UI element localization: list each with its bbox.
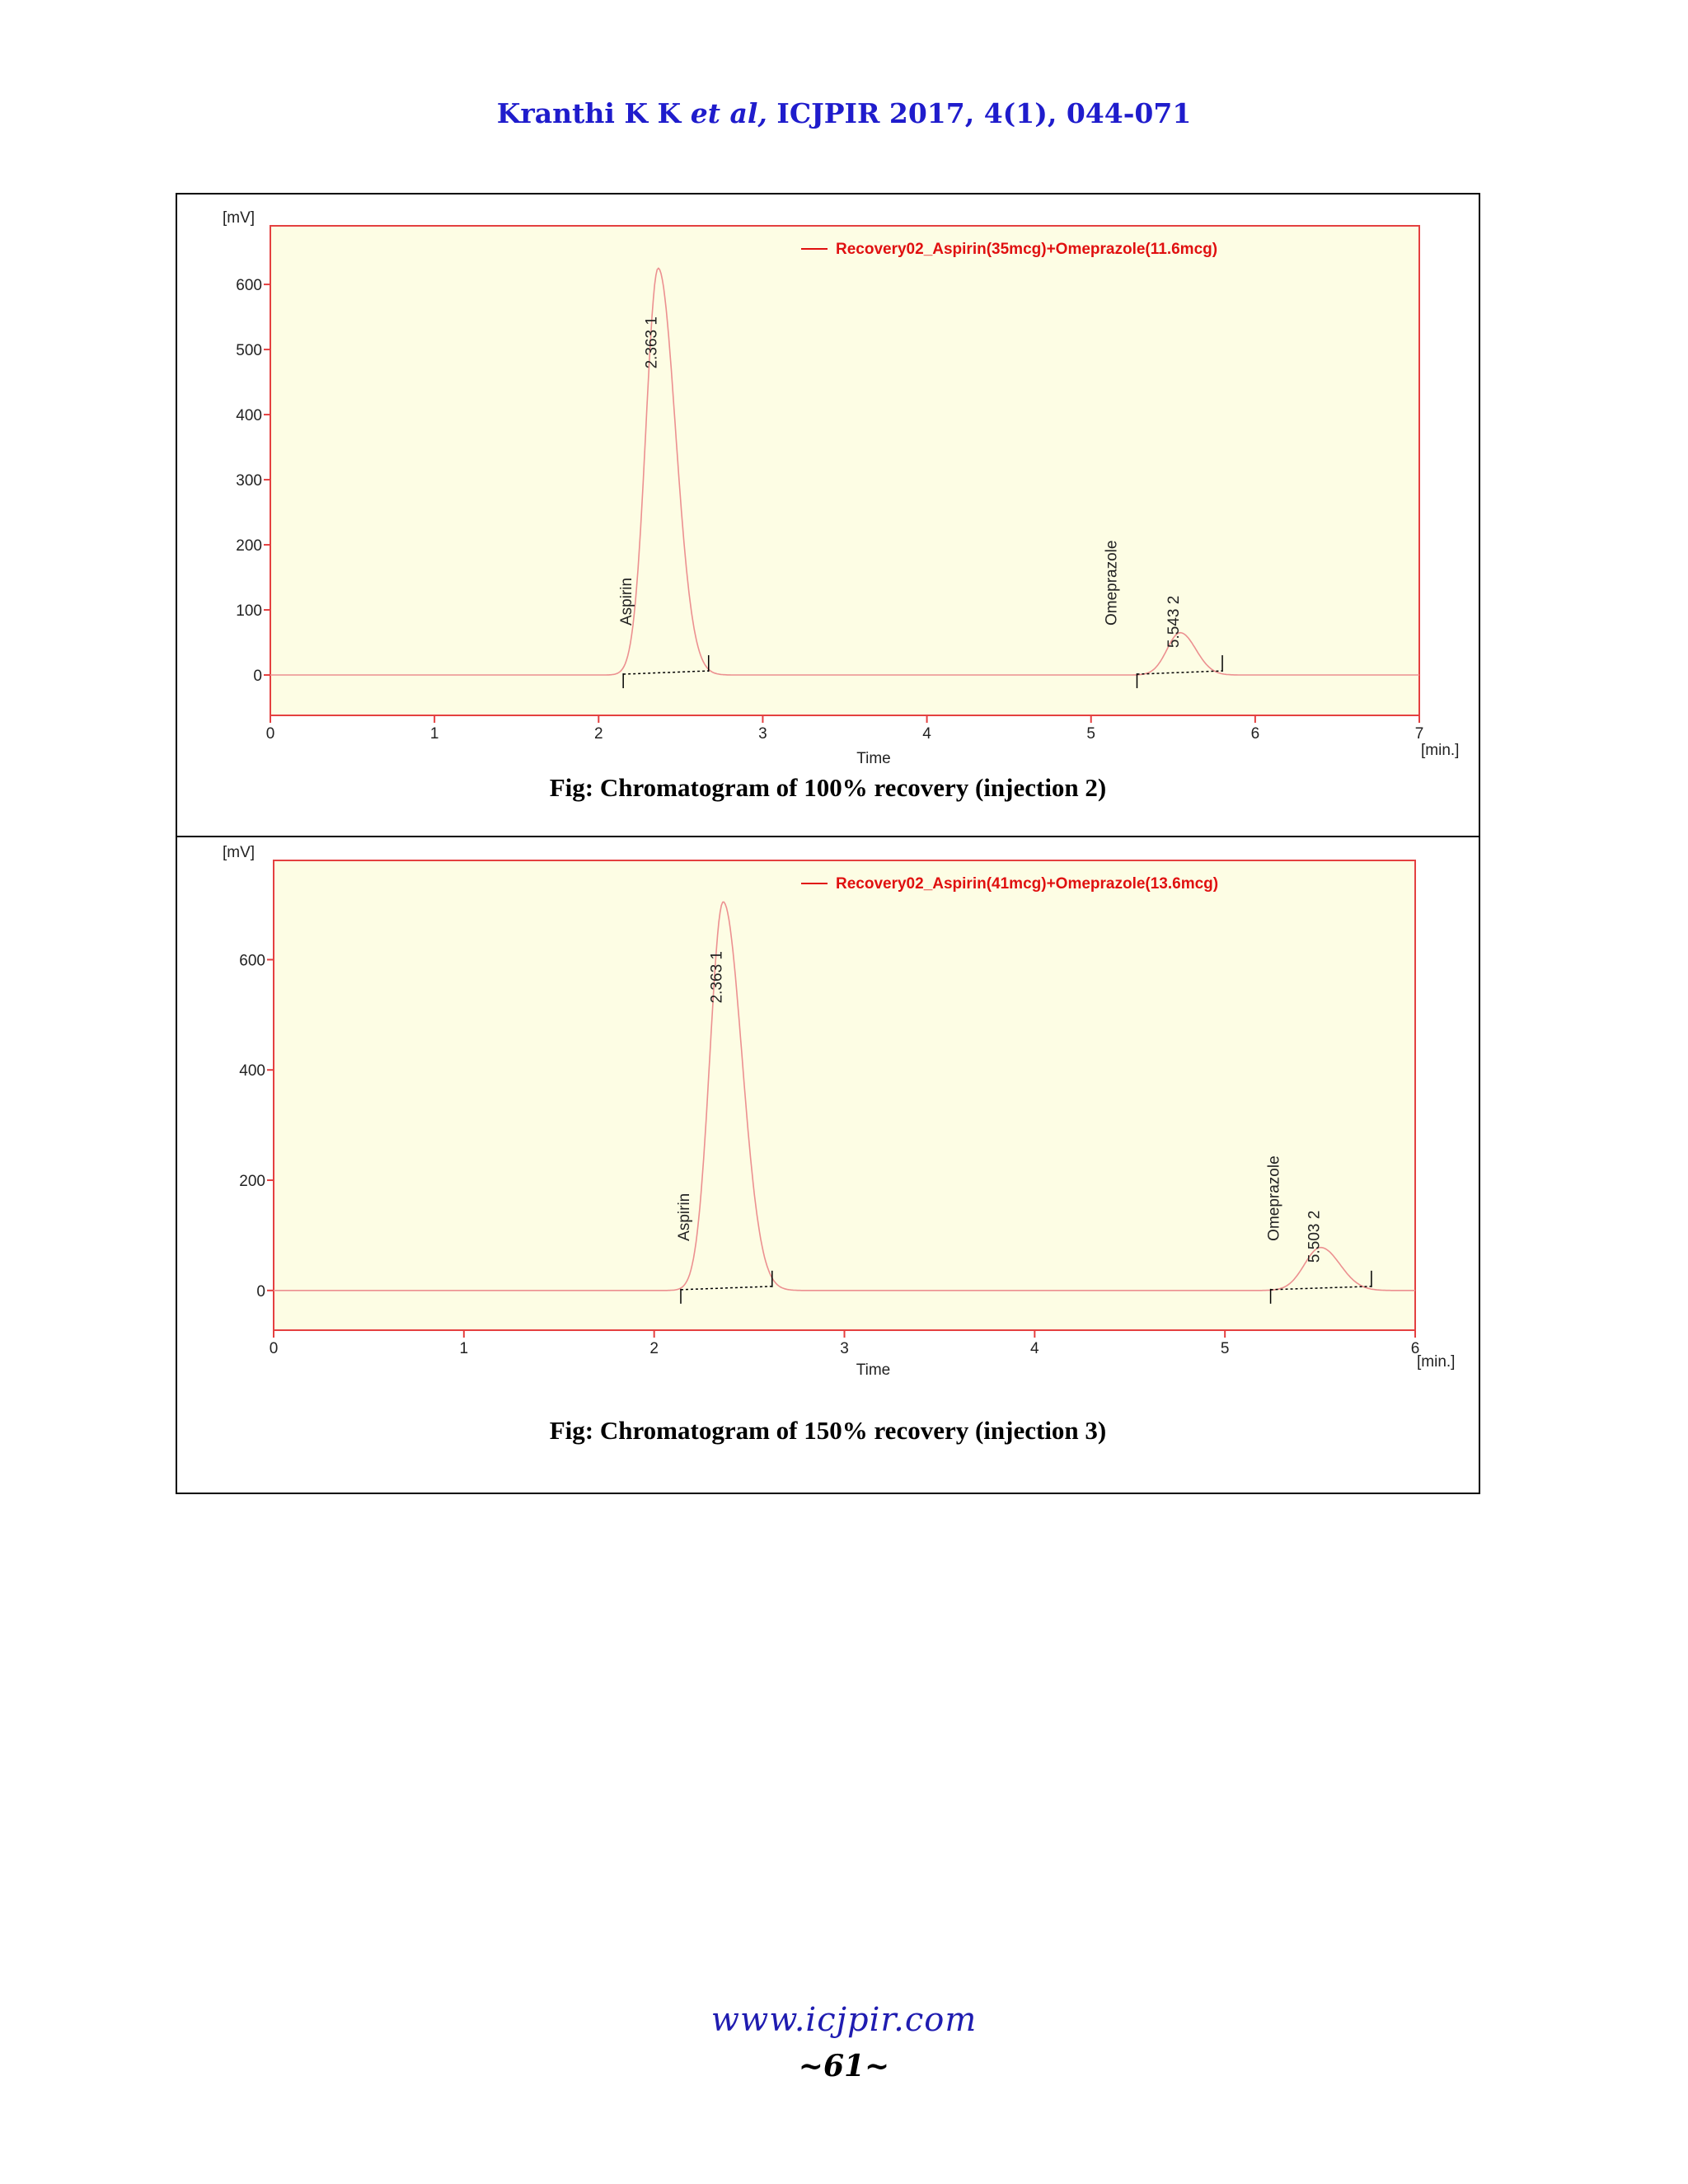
x-tick-label: 1 (459, 1340, 469, 1357)
peak-rt-label: 5.543 2 (1165, 595, 1183, 649)
peak-compound-label: Aspirin (618, 577, 636, 626)
chromatogram-chart-1 (177, 194, 1479, 836)
y-tick-label: 100 (236, 602, 262, 621)
peak-rt-label: 2.363 1 (643, 316, 661, 369)
x-tick-label: 1 (429, 725, 439, 743)
figure-frame (176, 193, 1480, 1494)
chromatogram-panel-1 (177, 194, 1479, 836)
y-axis-label: [mV] (223, 844, 256, 861)
x-axis-unit: [min.] (1421, 742, 1460, 759)
x-tick-label: 0 (265, 725, 275, 743)
x-tick-label: 2 (649, 1340, 659, 1357)
x-tick-label: 0 (269, 1340, 279, 1357)
header-authors: Kranthi K K (496, 97, 682, 129)
x-tick-label: 2 (593, 725, 603, 743)
legend-label: Recovery02_Aspirin(35mcg)+Omeprazole(11.6mcg) (836, 241, 1218, 258)
y-tick-label: 300 (236, 472, 262, 490)
x-tick-label: 6 (1250, 725, 1260, 743)
plot-area (270, 226, 1419, 715)
header-etal: et al, (690, 97, 767, 129)
y-tick-label: 600 (236, 277, 262, 295)
y-tick-label: 0 (256, 1282, 265, 1301)
x-axis-unit: [min.] (1417, 1353, 1456, 1371)
chromatogram-chart-2 (177, 837, 1479, 1414)
y-axis-label: [mV] (223, 209, 256, 227)
x-axis-label: Time (856, 1361, 891, 1379)
x-tick-label: 5 (1086, 725, 1096, 743)
x-tick-label: 5 (1220, 1340, 1230, 1357)
y-tick-label: 0 (253, 668, 262, 686)
y-tick-label: 500 (236, 342, 262, 360)
footer-url[interactable]: www.icjpir.com (710, 2001, 978, 2039)
chromatogram-panel-2 (177, 837, 1479, 1493)
y-tick-label: 600 (239, 952, 265, 970)
x-tick-label: 6 (1410, 1340, 1420, 1357)
legend-label: Recovery02_Aspirin(41mcg)+Omeprazole(13.6mcg) (836, 875, 1219, 893)
peak-compound-label: Omeprazole (1103, 540, 1121, 626)
running-header (0, 97, 1688, 129)
figure-caption-1: Fig: Chromatogram of 100% recovery (injection 2) (549, 773, 1107, 802)
y-tick-label: 400 (236, 407, 262, 425)
peak-rt-label: 2.363 1 (708, 951, 726, 1004)
x-tick-label: 7 (1414, 725, 1424, 743)
peak-rt-label: 5.503 2 (1306, 1210, 1324, 1263)
y-tick-label: 200 (236, 537, 262, 555)
y-tick-label: 400 (239, 1062, 265, 1080)
peak-compound-label: Aspirin (675, 1193, 693, 1241)
x-tick-label: 3 (758, 725, 767, 743)
plot-area (274, 860, 1415, 1330)
x-tick-label: 4 (922, 725, 931, 743)
x-tick-label: 3 (840, 1340, 849, 1357)
figure-caption-2: Fig: Chromatogram of 150% recovery (injection 3) (549, 1416, 1107, 1445)
x-axis-label: Time (856, 750, 891, 767)
x-tick-label: 4 (1030, 1340, 1039, 1357)
header-citation: ICJPIR 2017, 4(1), 044-071 (776, 97, 1192, 129)
y-tick-label: 200 (239, 1173, 265, 1191)
peak-compound-label: Omeprazole (1265, 1155, 1283, 1241)
page-number: ~61~ (798, 2049, 890, 2083)
